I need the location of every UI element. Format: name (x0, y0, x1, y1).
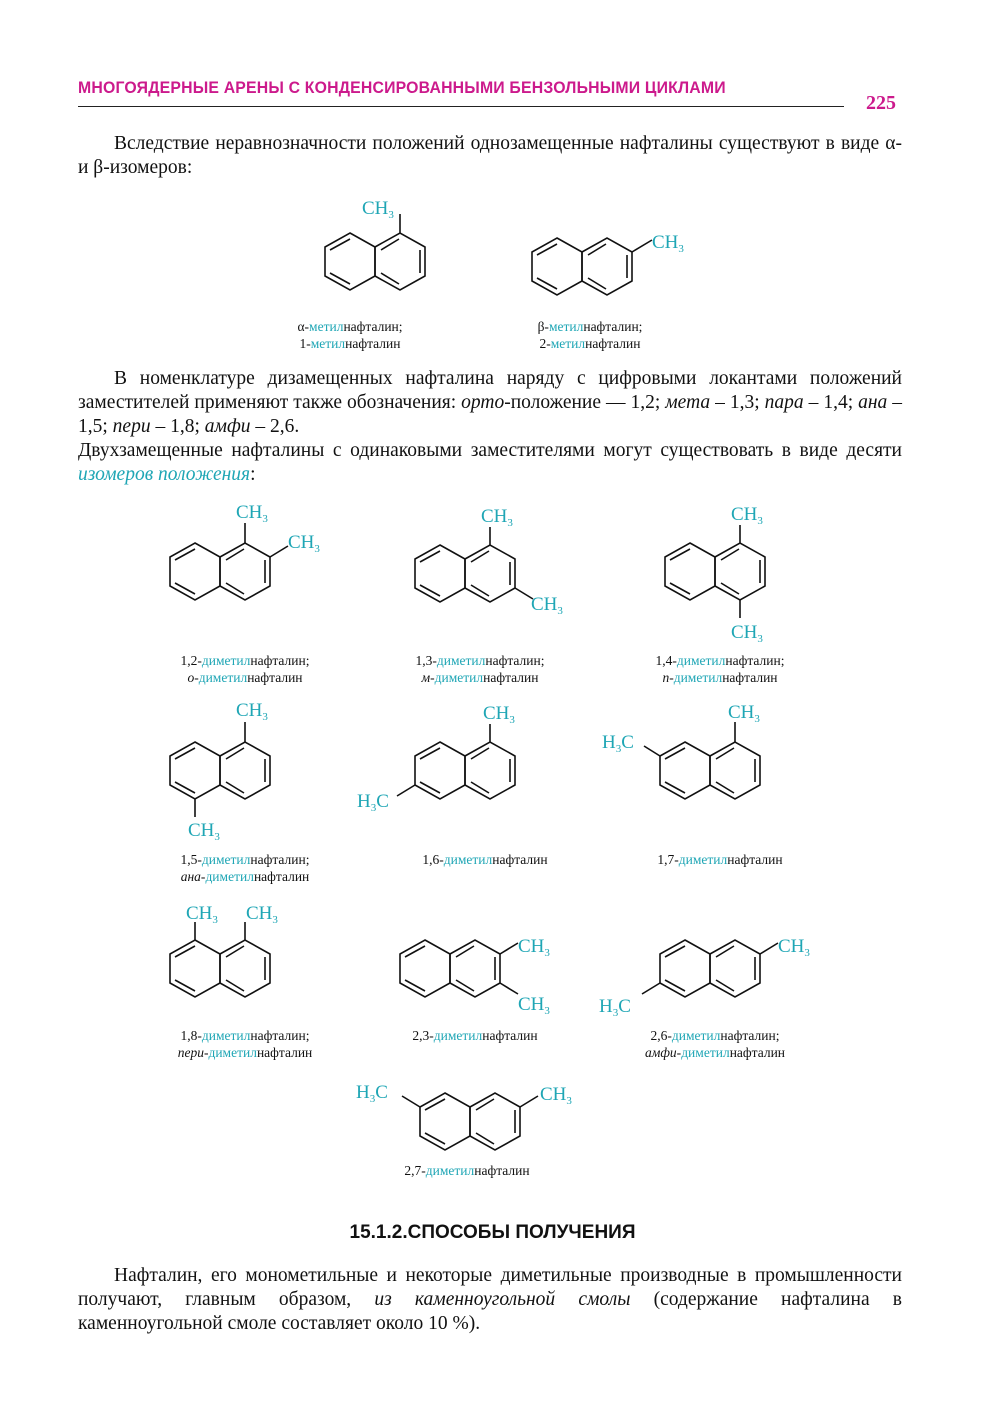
dimethylnaphthalene-2-3-structure (390, 920, 580, 1030)
svg-text:CH3: $CH_3$ (188, 820, 220, 843)
svg-text:CH3: $CH_3$ (288, 532, 320, 555)
dimethylnaphthalene-1-4-structure (655, 498, 795, 648)
caption-2-3: 2,3-диметилнафталин (412, 1028, 538, 1043)
caption-2-6: 2,6-диметилнафталин; амфи-диметилнафталин (644, 1028, 786, 1060)
paragraph-production: Нафталин, его монометильные и некоторые диметильные производные в промышленности получают, главным образом, из каменноугольной смолы (содержание нафталина в каменноугольной смоле составляет около 10 %). (78, 1265, 903, 1334)
dimethylnaphthalene-2-6-structure (595, 920, 835, 1030)
caption-1-5: 1,5-диметилнафталин; ана-диметилнафталин (180, 852, 310, 884)
paragraph-nomenclature: В номенклатуре дизамещенных нафталина наряду с цифровыми локантами положений заместителей применяют также обозначения: орто-положение — 1,2; мета – 1,3; пара – 1,4; ана – 1,5; пери – 1,8; амфи – 2,6. (78, 368, 903, 437)
caption-beta: β-метилнафталин; 2-метилнафталин (537, 319, 643, 351)
svg-text:CH3: $CH_3$ (236, 502, 268, 525)
svg-text:H3C: $H_3C$ (599, 996, 631, 1019)
section-title: 15.1.2.СПОСОБЫ ПОЛУЧЕНИЯ (349, 1222, 636, 1243)
ch3-label: $CH_3$ (362, 198, 394, 221)
svg-text:CH3: $CH_3$ (540, 1084, 572, 1107)
dimethylnaphthalene-1-8-structure (160, 895, 300, 1015)
svg-text:CH3: $CH_3$ (778, 936, 810, 959)
caption-1-2: 1,2-диметилнафталин; о-диметилнафталин (180, 653, 310, 685)
naphthalene-rings (325, 214, 425, 290)
svg-text:H3C: $H_3C$ (602, 732, 634, 755)
svg-text:CH3: $CH_3$ (236, 700, 268, 723)
ch3-label: $CH_3$ (652, 232, 684, 255)
caption-1-4: 1,4-диметилнафталин; п-диметилнафталин (655, 653, 785, 685)
dimethylnaphthalene-1-7-structure (600, 690, 790, 810)
dimethylnaphthalene-2-7-structure (352, 1068, 602, 1163)
svg-text:CH3: $CH_3$ (481, 506, 513, 529)
header-rule (78, 106, 844, 107)
paragraph-intro-text: Вследствие неравнозначности положений однозамещенные нафталины существуют в виде α- и β-изомеров: (78, 133, 902, 178)
caption-2-7: 2,7-диметилнафталин (404, 1163, 530, 1178)
dimethylnaphthalene-1-2-structure (160, 498, 340, 618)
running-title: МНОГОЯДЕРНЫЕ АРЕНЫ С КОНДЕНСИРОВАННЫМИ БЕНЗОЛЬНЫМИ ЦИКЛАМИ (78, 78, 726, 97)
isomers-term: изомеров положения (78, 464, 251, 485)
caption-1-8: 1,8-диметилнафталин; пери-диметилнафталин (177, 1028, 313, 1060)
paragraph-isomers: Двухзамещенные нафталины с одинаковыми заместителями могут существовать в виде десяти изомеров положения: (78, 440, 902, 485)
svg-text:CH3: $CH_3$ (731, 622, 763, 645)
svg-text:CH3: $CH_3$ (483, 703, 515, 726)
alpha-methylnaphthalene-structure (290, 192, 430, 312)
caption-alpha: α-метилнафталин; 1-метилнафталин (297, 319, 403, 351)
svg-text:CH3: $CH_3$ (246, 903, 278, 926)
svg-text:H3C: $H_3C$ (356, 1082, 388, 1105)
page-number: 225 (866, 92, 896, 114)
svg-text:CH3: $CH_3$ (531, 594, 563, 617)
svg-text:CH3: $CH_3$ (518, 936, 550, 959)
naphthalene-rings (532, 238, 652, 295)
svg-text:CH3: $CH_3$ (518, 994, 550, 1017)
dimethylnaphthalene-1-5-structure (160, 690, 300, 850)
paragraph-intro (78, 132, 902, 180)
beta-methylnaphthalene-structure (520, 220, 710, 320)
dimethylnaphthalene-1-6-structure (355, 695, 545, 825)
svg-text:CH3: $CH_3$ (731, 504, 763, 527)
svg-text:H3C: $H_3C$ (357, 791, 389, 814)
caption-1-7: 1,7-диметилнафталин (657, 852, 783, 867)
svg-text:CH3: $CH_3$ (186, 903, 218, 926)
caption-1-3: 1,3-диметилнафталин; м-диметилнафталин (415, 653, 545, 685)
svg-text:CH3: $CH_3$ (728, 702, 760, 725)
dimethylnaphthalene-1-3-structure (405, 500, 585, 625)
caption-1-6: 1,6-диметилнафталин (422, 852, 548, 867)
